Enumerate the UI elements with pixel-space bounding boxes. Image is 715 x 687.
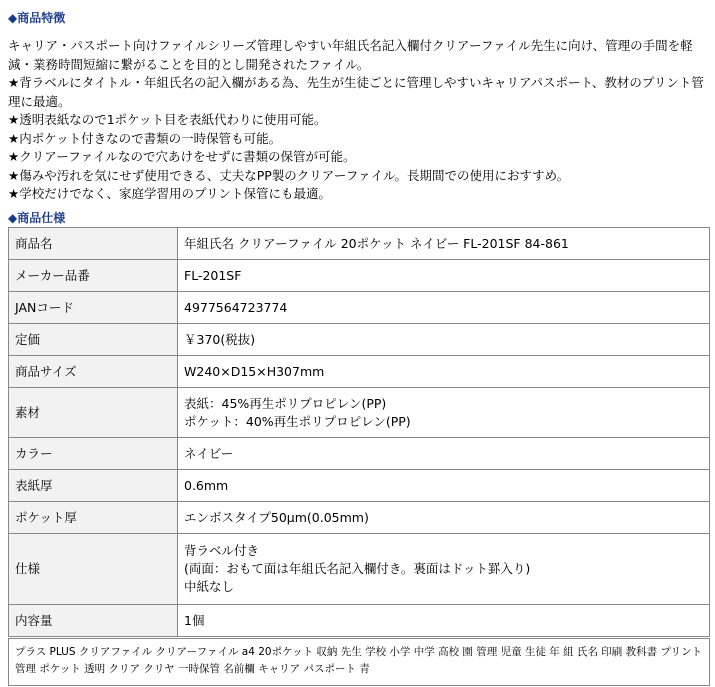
- spec-label: 商品サイズ: [9, 356, 178, 388]
- description-line: ★傷みや汚れを気にせず使用できる、丈夫なPP製のクリアーファイル。長期間での使用におすすめ。: [8, 167, 570, 183]
- spec-value: [178, 292, 710, 324]
- spec-row: [9, 292, 710, 324]
- spec-row: [9, 228, 710, 260]
- spec-value-line: (両面：おもて面は年組氏名記入欄付き。裏面はドット罫入り): [184, 561, 531, 576]
- spec-label: 商品名: [9, 228, 178, 260]
- description-line: ★背ラベルにタイトル・年組氏名の記入欄がある為、先生が生徒ごとに管理しやすいキャリアパスポート、教材のプリント管理に最適。: [8, 75, 704, 109]
- spec-row: [9, 356, 710, 388]
- spec-value-line: ￥370(税抜): [184, 331, 256, 347]
- search-keywords: プラス PLUS クリアファイル クリアーファイル a4 20ポケット 収納 先生 学校 小学 中学 高校 園 管理 児童 生徒 年 組 氏名 印刷 教科書 プリント 管理 ポケット 透明 クリア クリヤ 一時保管 名前欄 キャリア パスポート 青: [8, 638, 710, 686]
- spec-value: [178, 470, 710, 502]
- spec-row: [9, 388, 710, 438]
- spec-value: [178, 228, 710, 260]
- spec-label: 定価: [9, 324, 178, 356]
- spec-value: [178, 605, 710, 637]
- spec-table: [8, 227, 710, 637]
- spec-value: [178, 502, 710, 534]
- spec-value: [178, 324, 710, 356]
- spec-row: [9, 324, 710, 356]
- spec-value: [178, 534, 710, 605]
- spec-heading: ◆商品仕様: [8, 211, 66, 225]
- spec-row: [9, 605, 710, 637]
- feature-description: [8, 37, 708, 204]
- spec-label: 仕様: [9, 534, 178, 605]
- spec-value-line: 4977564723774: [184, 299, 288, 315]
- description-line: ★クリアーファイルなので穴あけをせずに書類の保管が可能。: [8, 149, 356, 164]
- spec-label: 表紙厚: [9, 470, 178, 502]
- spec-row: [9, 470, 710, 502]
- spec-value-line: FL-201SF: [184, 267, 242, 283]
- spec-label: カラー: [9, 438, 178, 470]
- spec-value-line: W240×D15×H307mm: [184, 363, 325, 379]
- spec-value: [178, 438, 710, 470]
- spec-value: [178, 388, 710, 438]
- spec-value: [178, 356, 710, 388]
- description-line: ★透明表紙なので1ポケット目を表紙代わりに使用可能。: [8, 112, 327, 127]
- spec-label: JANコード: [9, 292, 178, 324]
- spec-label: 素材: [9, 388, 178, 438]
- description-line: ★学校だけでなく、家庭学習用のプリント保管にも最適。: [8, 186, 331, 201]
- spec-value-line: 中紙なし: [184, 579, 235, 594]
- spec-label: ポケット厚: [9, 502, 178, 534]
- description-line: ★内ポケット付きなので書類の一時保管も可能。: [8, 130, 282, 146]
- spec-value: [178, 260, 710, 292]
- spec-value-line: ネイビー: [184, 445, 234, 461]
- spec-label: メーカー品番: [9, 260, 178, 292]
- spec-value-line: 年組氏名 クリアーファイル 20ポケット ネイビー FL-201SF 84-861: [184, 235, 569, 251]
- spec-row: [9, 260, 710, 292]
- spec-value-line: 1個: [184, 612, 205, 628]
- features-heading: ◆商品特徴: [8, 11, 66, 25]
- spec-value-line: 背ラベル付き: [184, 543, 260, 558]
- spec-label: 内容量: [9, 605, 178, 637]
- description-line: キャリア・パスポート向けファイルシリーズ管理しやすい年組氏名記入欄付クリアーファイル先生に向け、管理の手間を軽減・業務時間短縮に繋がることを目的とし開発されたファイル。: [8, 38, 693, 72]
- spec-row: [9, 438, 710, 470]
- spec-row: [9, 534, 710, 605]
- spec-value-line: 0.6mm: [184, 477, 229, 493]
- spec-value-line: ポケット：40%再生ポリプロピレン(PP): [184, 413, 411, 429]
- spec-value-line: エンボスタイプ50μm(0.05mm): [184, 509, 369, 525]
- spec-row: [9, 502, 710, 534]
- spec-value-line: 表紙：45%再生ポリプロピレン(PP): [184, 395, 387, 411]
